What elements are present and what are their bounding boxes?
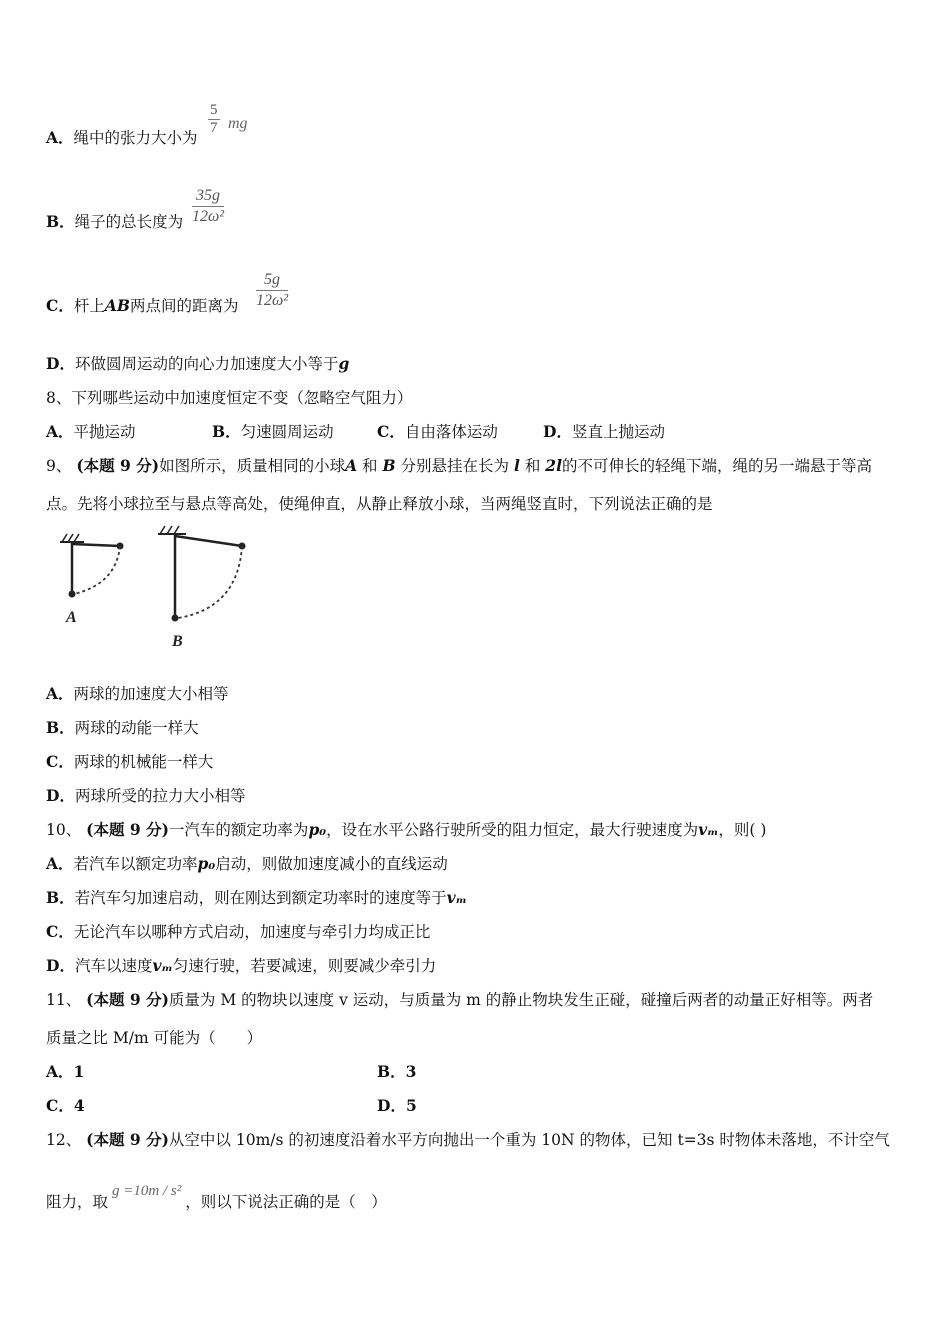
q10-option-b: B．若汽车匀加速启动，则在刚达到额定功率时的速度等于vₘ [46, 888, 467, 907]
q8-stem: 8、下列哪些运动中加速度恒定不变（忽略空气阻力） [46, 389, 413, 407]
q8-option-c: C．自由落体运动 [377, 422, 498, 441]
q12-stem-line1: 12、 (本题 9 分)从空中以 10m/s 的初速度沿着水平方向抛出一个重为 10N 的物体，已知 t=3s 时物体未落地，不计空气 [46, 1130, 890, 1149]
option-label: A． [46, 128, 74, 147]
q10-option-c: C．无论汽车以哪种方式启动，加速度与牵引力均成正比 [46, 922, 431, 941]
q7-a-fraction [208, 102, 220, 137]
q7-option-b [46, 212, 183, 232]
option-text: 绳中的张力大小为 [73, 129, 198, 147]
q9-option-b: B．两球的动能一样大 [46, 718, 199, 737]
q9-pendulum-figure [54, 524, 274, 654]
question-score: (本题 9 分) [76, 456, 160, 475]
figure-label-b: B [172, 633, 183, 650]
fraction-numerator: 35g [192, 186, 224, 207]
fraction-numerator: 5g [256, 270, 288, 291]
option-italic: g [338, 354, 350, 373]
q11-stem-line2: 质量之比 M/m 可能为（ ） [46, 1029, 263, 1047]
option-text: 绳子的总长度为 [74, 213, 184, 231]
q8-options [46, 422, 665, 442]
fraction-denominator: 12ω² [256, 292, 289, 309]
q7-option-d [46, 354, 349, 374]
q11-option-b: B．3 [377, 1062, 417, 1081]
q7-b-fraction [192, 186, 224, 227]
option-text-post: 两点间的距离为 [130, 297, 239, 315]
q9-option-c: C．两球的机械能一样大 [46, 752, 214, 771]
figure-label-a: A [66, 609, 77, 626]
q11-stem-line1: 11、 (本题 9 分)质量为 M 的物块以速度 v 运动，与质量为 m 的静止物块发生正碰，碰撞后两者的动量正好相等。两者 [46, 990, 874, 1009]
q9-option-a: A．两球的加速度大小相等 [46, 684, 229, 703]
option-label: B． [46, 212, 75, 231]
q11-option-a: A．1 [46, 1062, 85, 1081]
q10-option-a: A．若汽车以额定功率p₀启动，则做加速度减小的直线运动 [46, 854, 448, 873]
q10-stem: 10、 (本题 9 分)一汽车的额定功率为p₀，设在水平公路行驶所受的阻力恒定，最大行驶速度为vₘ，则( ) [46, 820, 767, 839]
q7-a-math-tail: mg [228, 115, 248, 132]
fraction-denominator: 7 [210, 120, 218, 136]
q9-stem-line2: 点。先将小球拉至与悬点等高处，使绳伸直，从静止释放小球，当两绳竖直时，下列说法正确的是 [46, 495, 713, 513]
option-label: D． [46, 354, 75, 373]
q8-option-d: D．竖直上抛运动 [543, 422, 665, 441]
q10-option-d: D．汽车以速度vₘ匀速行驶，若要减速，则要减少牵引力 [46, 956, 437, 975]
q8-option-b: B．匀速圆周运动 [212, 422, 334, 441]
q12-stem-line2: 阻力，取g =10m / s²，则以下说法正确的是（ ） [46, 1183, 387, 1211]
fraction-numerator: 5 [210, 102, 218, 118]
pendulum-b [158, 526, 246, 650]
q9-stem-line1: 9、 (本题 9 分)如图所示，质量相同的小球A 和 B 分别悬挂在长为 l 和 2l的不可伸长的轻绳下端，绳的另一端悬于等高 [46, 456, 872, 475]
q11-option-d: D．5 [377, 1096, 417, 1115]
q12-math: g =10m / s² [112, 1183, 182, 1199]
pendulum-a [60, 534, 124, 626]
q9-option-d: D．两球所受的拉力大小相等 [46, 786, 246, 805]
q11-option-c: C．4 [46, 1096, 85, 1115]
q7-option-a [46, 128, 198, 148]
option-text: 环做圆周运动的向心力加速度大小等于 [74, 355, 339, 373]
option-italic: AB [104, 296, 130, 315]
q7-option-c [46, 296, 239, 316]
option-label: C． [46, 296, 74, 315]
q7-c-fraction [256, 270, 288, 311]
option-text-pre: 杆上 [73, 297, 105, 315]
question-number: 9、 [46, 457, 72, 475]
q8-option-a: A．平抛运动 [46, 422, 136, 441]
fraction-denominator: 12ω² [192, 208, 225, 225]
